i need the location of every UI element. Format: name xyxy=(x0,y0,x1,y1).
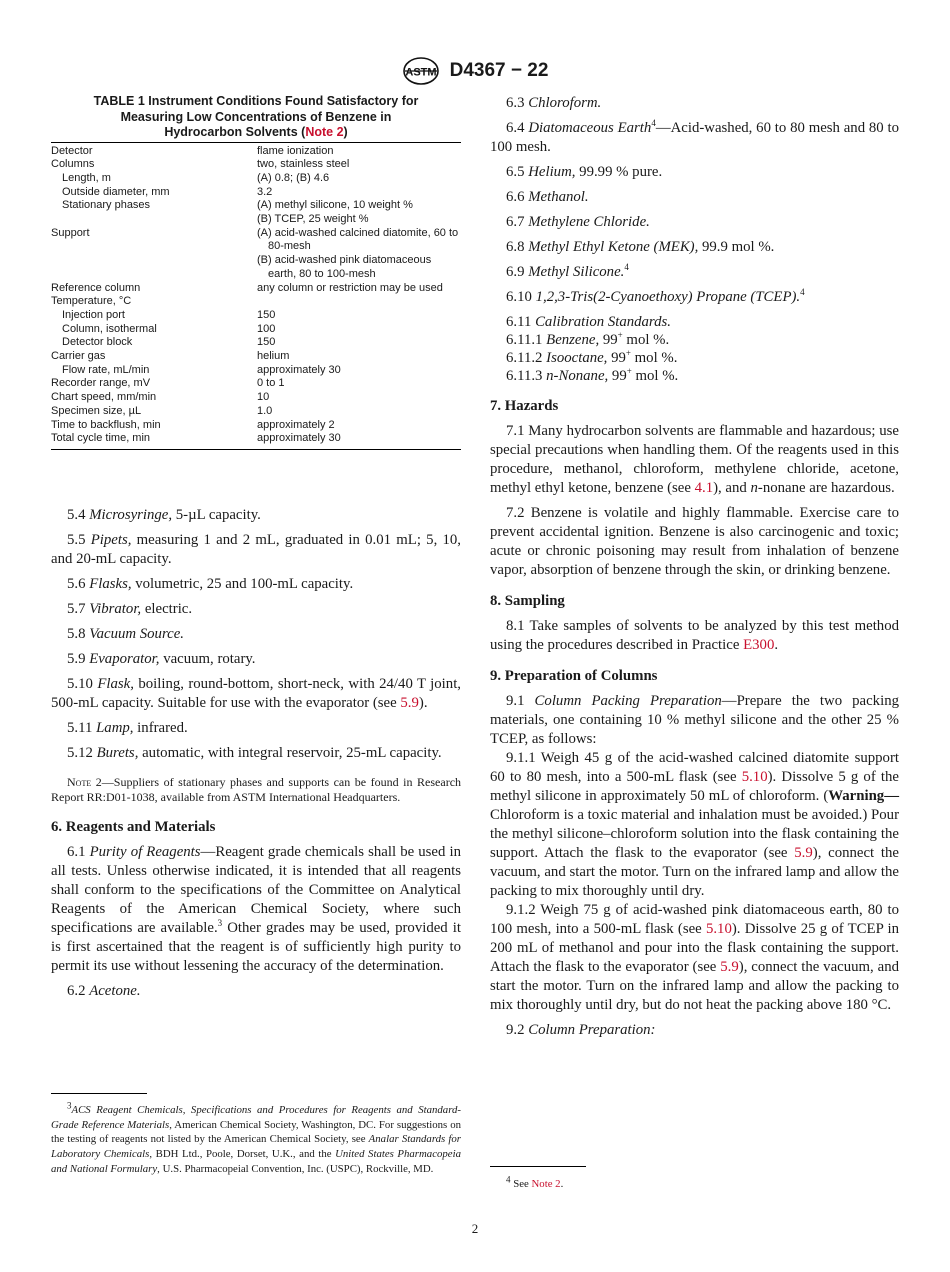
table-cell-value: approximately 30 xyxy=(257,432,341,445)
table-row xyxy=(51,336,461,350)
ref-link-5-9[interactable]: 5.9 xyxy=(794,845,813,861)
para-7-1: 7.1 Many hydrocarbon solvents are flammable and hazardous; use special precautions when handling them. Of the reagents used in this procedure, methanol, chloroform, methylene chloride, acetone, methyl ethyl ketone, benzene (see 4.1), and n-nonane are hazardous. xyxy=(490,423,899,496)
table1-caption: TABLE 1 Instrument Conditions Found Satisfactory for Measuring Low Concentrations of Benzene in Hydrocarbon Solvents (Note 2) xyxy=(93,94,419,139)
table-cell-parameter: Injection port xyxy=(62,308,125,321)
para-6-2: 6.2 Acetone. xyxy=(67,982,141,999)
para-5-5: 5.5 Pipets, measuring 1 and 2 mL, graduated in 0.01 mL; 5, 10, and 20-mL capacity. xyxy=(51,531,461,567)
para-5-6: 5.6 Flasks, volumetric, 25 and 100-mL capacity. xyxy=(67,575,354,592)
section-9-heading: 9. Preparation of Columns xyxy=(490,668,658,684)
page-number: 2 xyxy=(471,1221,479,1236)
table-row xyxy=(51,350,461,364)
table-cell-value: 150 xyxy=(257,308,276,321)
table-row xyxy=(51,282,461,296)
table-cell-parameter: Flow rate, mL/min xyxy=(62,363,150,376)
table-cell-value xyxy=(257,295,461,309)
table-row xyxy=(51,142,461,158)
ref-link-e300[interactable]: E300 xyxy=(743,637,775,653)
para-6-11-1: 6.11.1 Benzene, 99+ mol %. xyxy=(506,330,670,348)
table-row xyxy=(51,391,461,405)
table-row xyxy=(51,432,461,449)
table-cell-parameter: Temperature, °C xyxy=(51,295,132,308)
table-cell-value: helium xyxy=(257,350,290,363)
para-9-2: 9.2 Column Preparation: xyxy=(506,1022,656,1038)
table-cell-value: two, stainless steel xyxy=(257,158,350,171)
table-cell-parameter xyxy=(51,213,257,227)
instrument-conditions-table xyxy=(51,142,461,450)
table-row xyxy=(51,172,461,186)
table-cell-parameter: Support xyxy=(51,226,90,239)
ref-link-5-10[interactable]: 5.10 xyxy=(741,769,768,785)
table-cell-value: (B) TCEP, 25 weight % xyxy=(257,213,369,226)
table-cell-value: (B) acid-washed pink diatomaceous earth, 80 to 100-mesh xyxy=(257,254,432,280)
right-column xyxy=(490,94,899,1046)
para-7-2: 7.2 Benzene is volatile and highly flammable. Exercise care to prevent accidental ignition. Benzene is also carcinogenic and toxic; acute or chronic poisoning may result from inhalation of benzene vapor, absorption of benzene through the skin, or drinking benzene. xyxy=(490,505,899,578)
footnote-rule-left xyxy=(51,1093,147,1094)
table-cell-parameter: Reference column xyxy=(51,281,141,294)
para-6-9: 6.9 Methyl Silicone.$^4$ xyxy=(506,262,629,280)
para-6-5: 6.5 Helium, 99.99 % pure. xyxy=(506,164,663,180)
table-cell-value: 100 xyxy=(257,322,276,335)
section-7-heading: 7. Hazards xyxy=(490,398,559,414)
ref-link-5-9[interactable]: 5.9 xyxy=(400,694,419,711)
table-cell-parameter: Detector block xyxy=(62,336,133,349)
section-8-heading: 8. Sampling xyxy=(490,593,565,609)
table-row xyxy=(51,199,461,213)
table-row xyxy=(51,377,461,391)
table-cell-value: (A) acid-washed calcined diatomite, 60 to 80-mesh xyxy=(257,226,459,253)
table-cell-parameter: Specimen size, µL xyxy=(51,404,142,417)
left-column xyxy=(51,94,461,1007)
para-9-1: 9.1 Column Packing Preparation—Prepare the two packing materials, one containing 10 % methyl silicone and the other 25 % TCEP, as follows: xyxy=(490,693,899,747)
para-5-8: 5.8 Vacuum Source. xyxy=(67,625,184,642)
para-9-1-1: 9.1.1 Weigh 45 g of the acid-washed calcined diatomite support 60 to 80 mesh, into a 500-mL flask (see 5.10). Dissolve 5 g of the methyl silicone in approximately 50 mL of chloroform. (Warning—Chloroform is a toxic material and inhalation must be avoided.) Pour the methyl silicone–chloroform solution into the flask containing the support. Attach the flask to the evaporator (see 5.9), connect the vacuum, and start the motor. Turn on the infrared lamp and allow the packing to mix thoroughly until dry. xyxy=(490,750,899,899)
document-id: D4367 − 22 xyxy=(449,60,549,81)
note2-link[interactable]: Note 2 xyxy=(531,1178,561,1190)
table-row xyxy=(51,227,461,254)
table-cell-parameter: Chart speed, mm/min xyxy=(51,391,157,404)
para-6-10: 6.10 1,2,3-Tris(2-Cyanoethoxy) Propane (TCEP).$^4$ xyxy=(506,287,805,305)
table-cell-value: approximately 30 xyxy=(257,363,341,376)
table-cell-parameter: Columns xyxy=(51,158,95,171)
table-cell-parameter: Recorder range, mV xyxy=(51,377,151,390)
para-5-4: 5.4 Microsyringe, 5-µL capacity. xyxy=(67,506,261,523)
table-cell-value: 0 to 1 xyxy=(257,377,285,390)
table-row xyxy=(51,309,461,323)
para-5-12: 5.12 Burets, automatic, with integral reservoir, 25-mL capacity. xyxy=(67,744,442,761)
table-row xyxy=(51,323,461,337)
ref-link-5-10[interactable]: 5.10 xyxy=(705,921,732,937)
table-row xyxy=(51,364,461,378)
table-row xyxy=(51,419,461,433)
table-cell-value: approximately 2 xyxy=(257,418,335,431)
table-row xyxy=(51,295,461,309)
table-cell-parameter: Total cycle time, min xyxy=(51,432,151,445)
ref-link-4-1[interactable]: 4.1 xyxy=(694,480,714,496)
para-6-11-2: 6.11.2 Isooctane, 99+ mol %. xyxy=(506,348,678,366)
table-cell-parameter xyxy=(51,254,257,281)
table-cell-value: 10 xyxy=(257,391,270,404)
astm-logo-icon xyxy=(402,56,440,86)
table-cell-value: (A) methyl silicone, 10 weight % xyxy=(257,199,413,212)
table-cell-value: flame ionization xyxy=(257,144,334,157)
svg-text:ASTM: ASTM xyxy=(405,66,437,79)
para-9-1-2: 9.1.2 Weigh 75 g of acid-washed pink diatomaceous earth, 80 to 100 mesh, into a 500-mL flask (see 5.10). Dissolve 25 g of TCEP in 200 mL of methanol and pour into the flask containing the support. Attach the flask to the evaporator (see 5.9), connect the vacuum, and start the motor. Turn on the infrared lamp and allow the packing to mix thoroughly until dry, but do not heat the packing above 180 °C. xyxy=(490,902,899,1013)
para-6-4: 6.4 Diatomaceous Earth$^4$—Acid-washed, 60 to 80 mesh and 80 to 100 mesh. xyxy=(490,118,900,155)
table-cell-value: 3.2 xyxy=(257,185,273,198)
section-6-heading: 6. Reagents and Materials xyxy=(51,818,216,835)
table-cell-parameter: Time to backflush, min xyxy=(51,418,161,431)
para-5-9: 5.9 Evaporator, vacuum, rotary. xyxy=(67,650,256,667)
table-row xyxy=(51,186,461,200)
table-cell-parameter: Column, isothermal xyxy=(62,322,157,335)
table-cell-value: 150 xyxy=(257,336,276,349)
footnote-3: $^3$ACS Reagent Chemicals, Specifications and Procedures for Reagents and Standard-Grade Reference Materials, American Chemical Society, Washington, DC. For suggestions on the testing of reagents not listed by the American Chemical Society, see Analar Standards for Laboratory Chemicals, BDH Ltd., Poole, Dorset, U.K., and the United States Pharmacopeia and National Formulary, U.S. Pharmacopeial Convention, Inc. (USPC), Rockville, MD. xyxy=(51,1100,462,1175)
para-5-11: 5.11 Lamp, infrared. xyxy=(67,719,188,736)
para-5-7: 5.7 Vibrator, electric. xyxy=(67,600,193,617)
table-row xyxy=(51,254,461,281)
para-6-6: 6.6 Methanol. xyxy=(506,189,589,205)
para-6-11-3: 6.11.3 n-Nonane, 99+ mol %. xyxy=(506,366,679,384)
table-row xyxy=(51,158,461,172)
table-cell-value: 1.0 xyxy=(257,404,273,417)
note-2: Note 2—Suppliers of stationary phases and supports can be found in Research Report RR:D01-1038, available from ASTM International Headquarters. xyxy=(51,774,462,805)
table-cell-parameter: Length, m xyxy=(62,171,111,184)
ref-link-5-9[interactable]: 5.9 xyxy=(720,959,739,975)
para-5-10: 5.10 Flask, boiling, round-bottom, short-neck, with 24/40 T joint, 500-mL capacity. Suitable for use with the evaporator (see 5.9). xyxy=(51,675,462,711)
table-cell-parameter: Detector xyxy=(51,144,93,157)
para-6-7: 6.7 Methylene Chloride. xyxy=(506,214,650,230)
para-6-8: 6.8 Methyl Ethyl Ketone (MEK), 99.9 mol %. xyxy=(506,239,775,255)
table-cell-parameter: Stationary phases xyxy=(62,199,151,212)
table-cell-parameter: Carrier gas xyxy=(51,350,106,363)
table-cell-value: (A) 0.8; (B) 4.6 xyxy=(257,171,330,184)
table-row xyxy=(51,405,461,419)
table-cell-value: any column or restriction may be used xyxy=(257,281,443,294)
para-6-1: 6.1 Purity of Reagents—Reagent grade chemicals shall be used in all tests. Unless otherwise indicated, it is intended that all reagents shall conform to the specifications of the Committee on Analytical Reagents of the American Chemical Society, where such specifications are available.$^3$ Other grades may be used, provided it is first ascertained that the reagent is of sufficiently high purity to permit its use without lessening the accuracy of the determination. xyxy=(51,843,461,974)
para-6-11: 6.11 Calibration Standards. xyxy=(506,314,671,330)
footnote-rule-right xyxy=(490,1166,586,1167)
note2-link[interactable]: Note 2 xyxy=(305,125,344,139)
table-row xyxy=(51,213,461,227)
footnote-4: $^4$ See Note 2. xyxy=(506,1174,564,1190)
para-8-1: 8.1 Take samples of solvents to be analyzed by this test method using the procedures described in Practice E300. xyxy=(490,618,899,653)
table-cell-parameter: Outside diameter, mm xyxy=(62,185,170,198)
page-header xyxy=(0,56,950,86)
para-6-3: 6.3 Chloroform. xyxy=(506,95,602,111)
